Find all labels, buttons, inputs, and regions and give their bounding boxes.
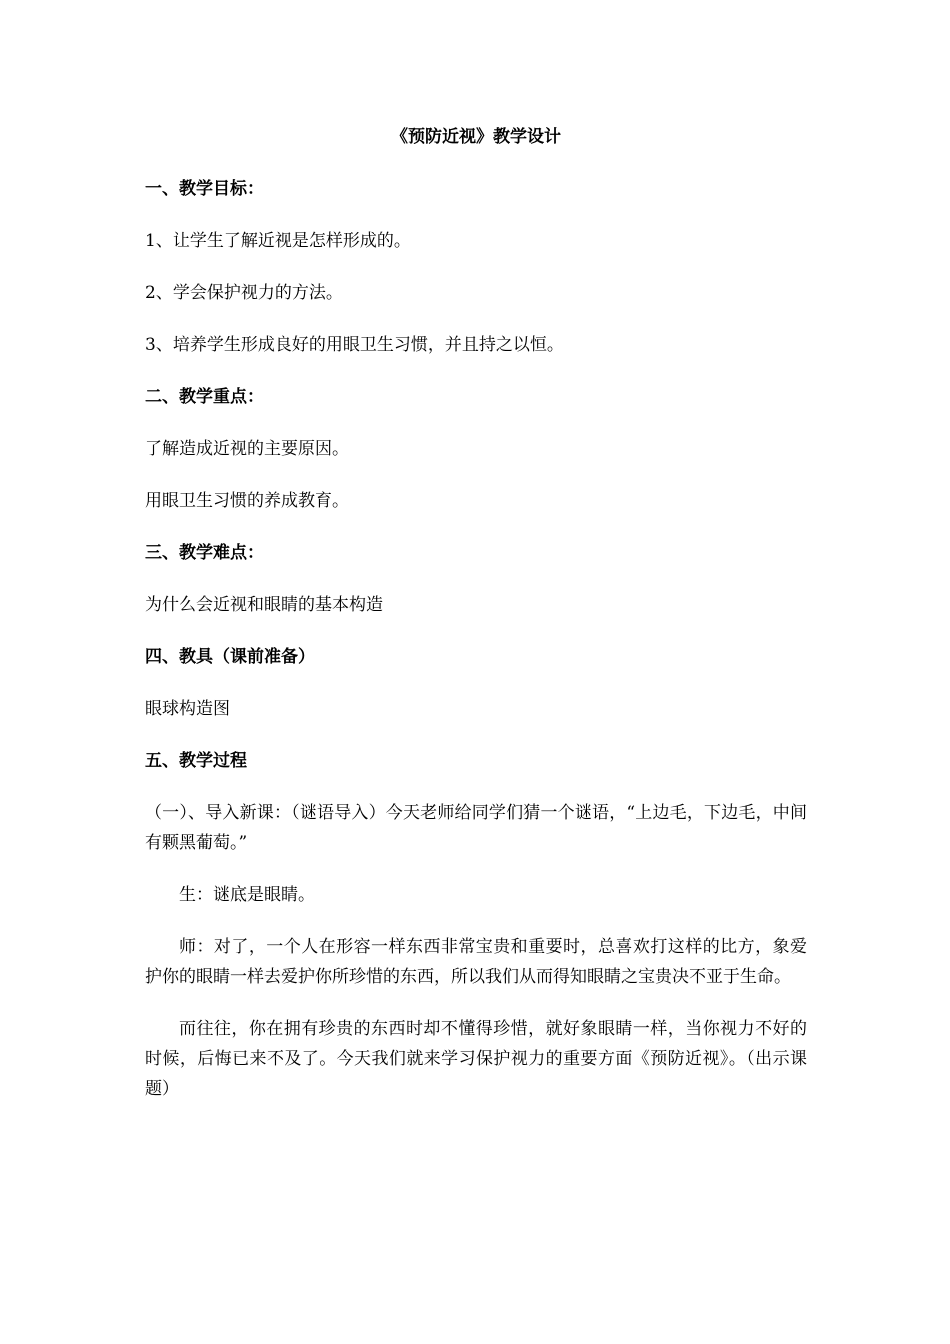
section-heading-process: 五、教学过程 — [145, 751, 247, 771]
section-heading-difficulties: 三、教学难点： — [145, 543, 264, 563]
closing-paragraph: 而往往，你在拥有珍贵的东西时却不懂得珍惜，就好象眼睛一样，当你视力不好的时候，后悔已来不及了。今天我们就来学习保护视力的重要方面《预防近视》。（出示课题） — [145, 1019, 807, 1099]
document-title: 《预防近视》教学设计 — [391, 127, 561, 147]
document-body — [145, 122, 807, 1126]
tool-1: 眼球构造图 — [145, 699, 230, 719]
process-intro-paragraph: （一）、导入新课：（谜语导入）今天老师给同学们猜一个谜语，“上边毛，下边毛，中间有颗黑葡萄。” — [145, 803, 807, 853]
difficulty-1: 为什么会近视和眼睛的基本构造 — [145, 595, 383, 615]
goal-item-2: 2、学会保护视力的方法。 — [145, 283, 343, 303]
section-heading-key-points: 二、教学重点： — [145, 387, 264, 407]
teacher-reply-paragraph: 师：对了，一个人在形容一样东西非常宝贵和重要时，总喜欢打这样的比方，象爱护你的眼睛一样去爱护你所珍惜的东西，所以我们从而得知眼睛之宝贵决不亚于生命。 — [145, 937, 807, 987]
section-heading-tools: 四、教具（课前准备） — [145, 647, 315, 667]
key-point-2: 用眼卫生习惯的养成教育。 — [145, 491, 349, 511]
student-answer-paragraph: 生：谜底是眼睛。 — [179, 885, 315, 905]
key-point-1: 了解造成近视的主要原因。 — [145, 439, 349, 459]
goal-item-3: 3、培养学生形成良好的用眼卫生习惯，并且持之以恒。 — [145, 335, 564, 355]
goal-item-1: 1、让学生了解近视是怎样形成的。 — [145, 231, 411, 251]
section-heading-goals: 一、教学目标： — [145, 179, 264, 199]
